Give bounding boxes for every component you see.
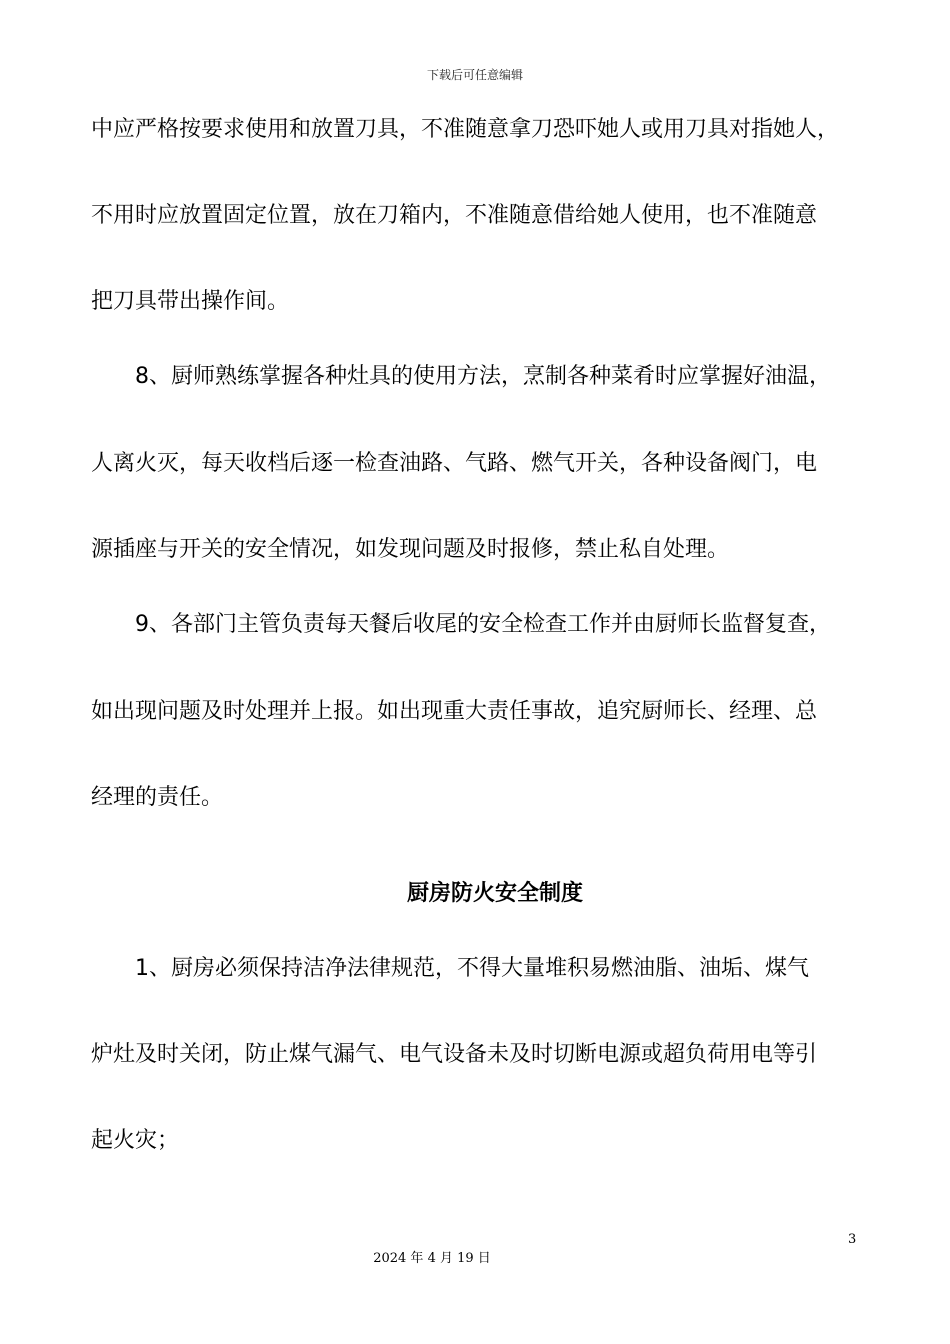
paragraph-line: 8、厨师熟练掌握各种灶具的使用方法，烹制各种菜肴时应掌握好油温， xyxy=(135,364,831,389)
page-number: 3 xyxy=(848,1232,857,1247)
header-note: 下载后可任意编辑 xyxy=(426,68,523,82)
paragraph-line: 9、各部门主管负责每天餐后收尾的安全检查工作并由厨师长监督复查， xyxy=(135,612,831,637)
paragraph-line: 1、厨房必须保持洁净法律规范，不得大量堆积易燃油脂、油垢、煤气 xyxy=(135,956,809,981)
paragraph-line: 源插座与开关的安全情况，如发现问题及时报修，禁止私自处理。 xyxy=(91,537,730,562)
paragraph-line: 把刀具带出操作间。 xyxy=(91,289,290,314)
paragraph-line: 不用时应放置固定位置，放在刀箱内，不准随意借给她人使用，也不准随意 xyxy=(91,203,818,228)
paragraph-line: 如出现问题及时处理并上报。如出现重大责任事故，追究厨师长、经理、总 xyxy=(91,699,818,724)
paragraph-line: 炉灶及时关闭，防止煤气漏气、电气设备未及时切断电源或超负荷用电等引 xyxy=(91,1042,818,1067)
paragraph-line: 经理的责任。 xyxy=(91,785,224,810)
paragraph-line: 人离火灭，每天收档后逐一检查油路、气路、燃气开关，各种设备阀门，电 xyxy=(91,451,818,476)
paragraph-line: 起火灾； xyxy=(91,1128,180,1153)
section-title: 厨房防火安全制度 xyxy=(406,881,583,906)
paragraph-line: 中应严格按要求使用和放置刀具，不准随意拿刀恐吓她人或用刀具对指她人， xyxy=(91,117,840,142)
footer-date: 2024 年 4 月 19 日 xyxy=(373,1251,491,1266)
